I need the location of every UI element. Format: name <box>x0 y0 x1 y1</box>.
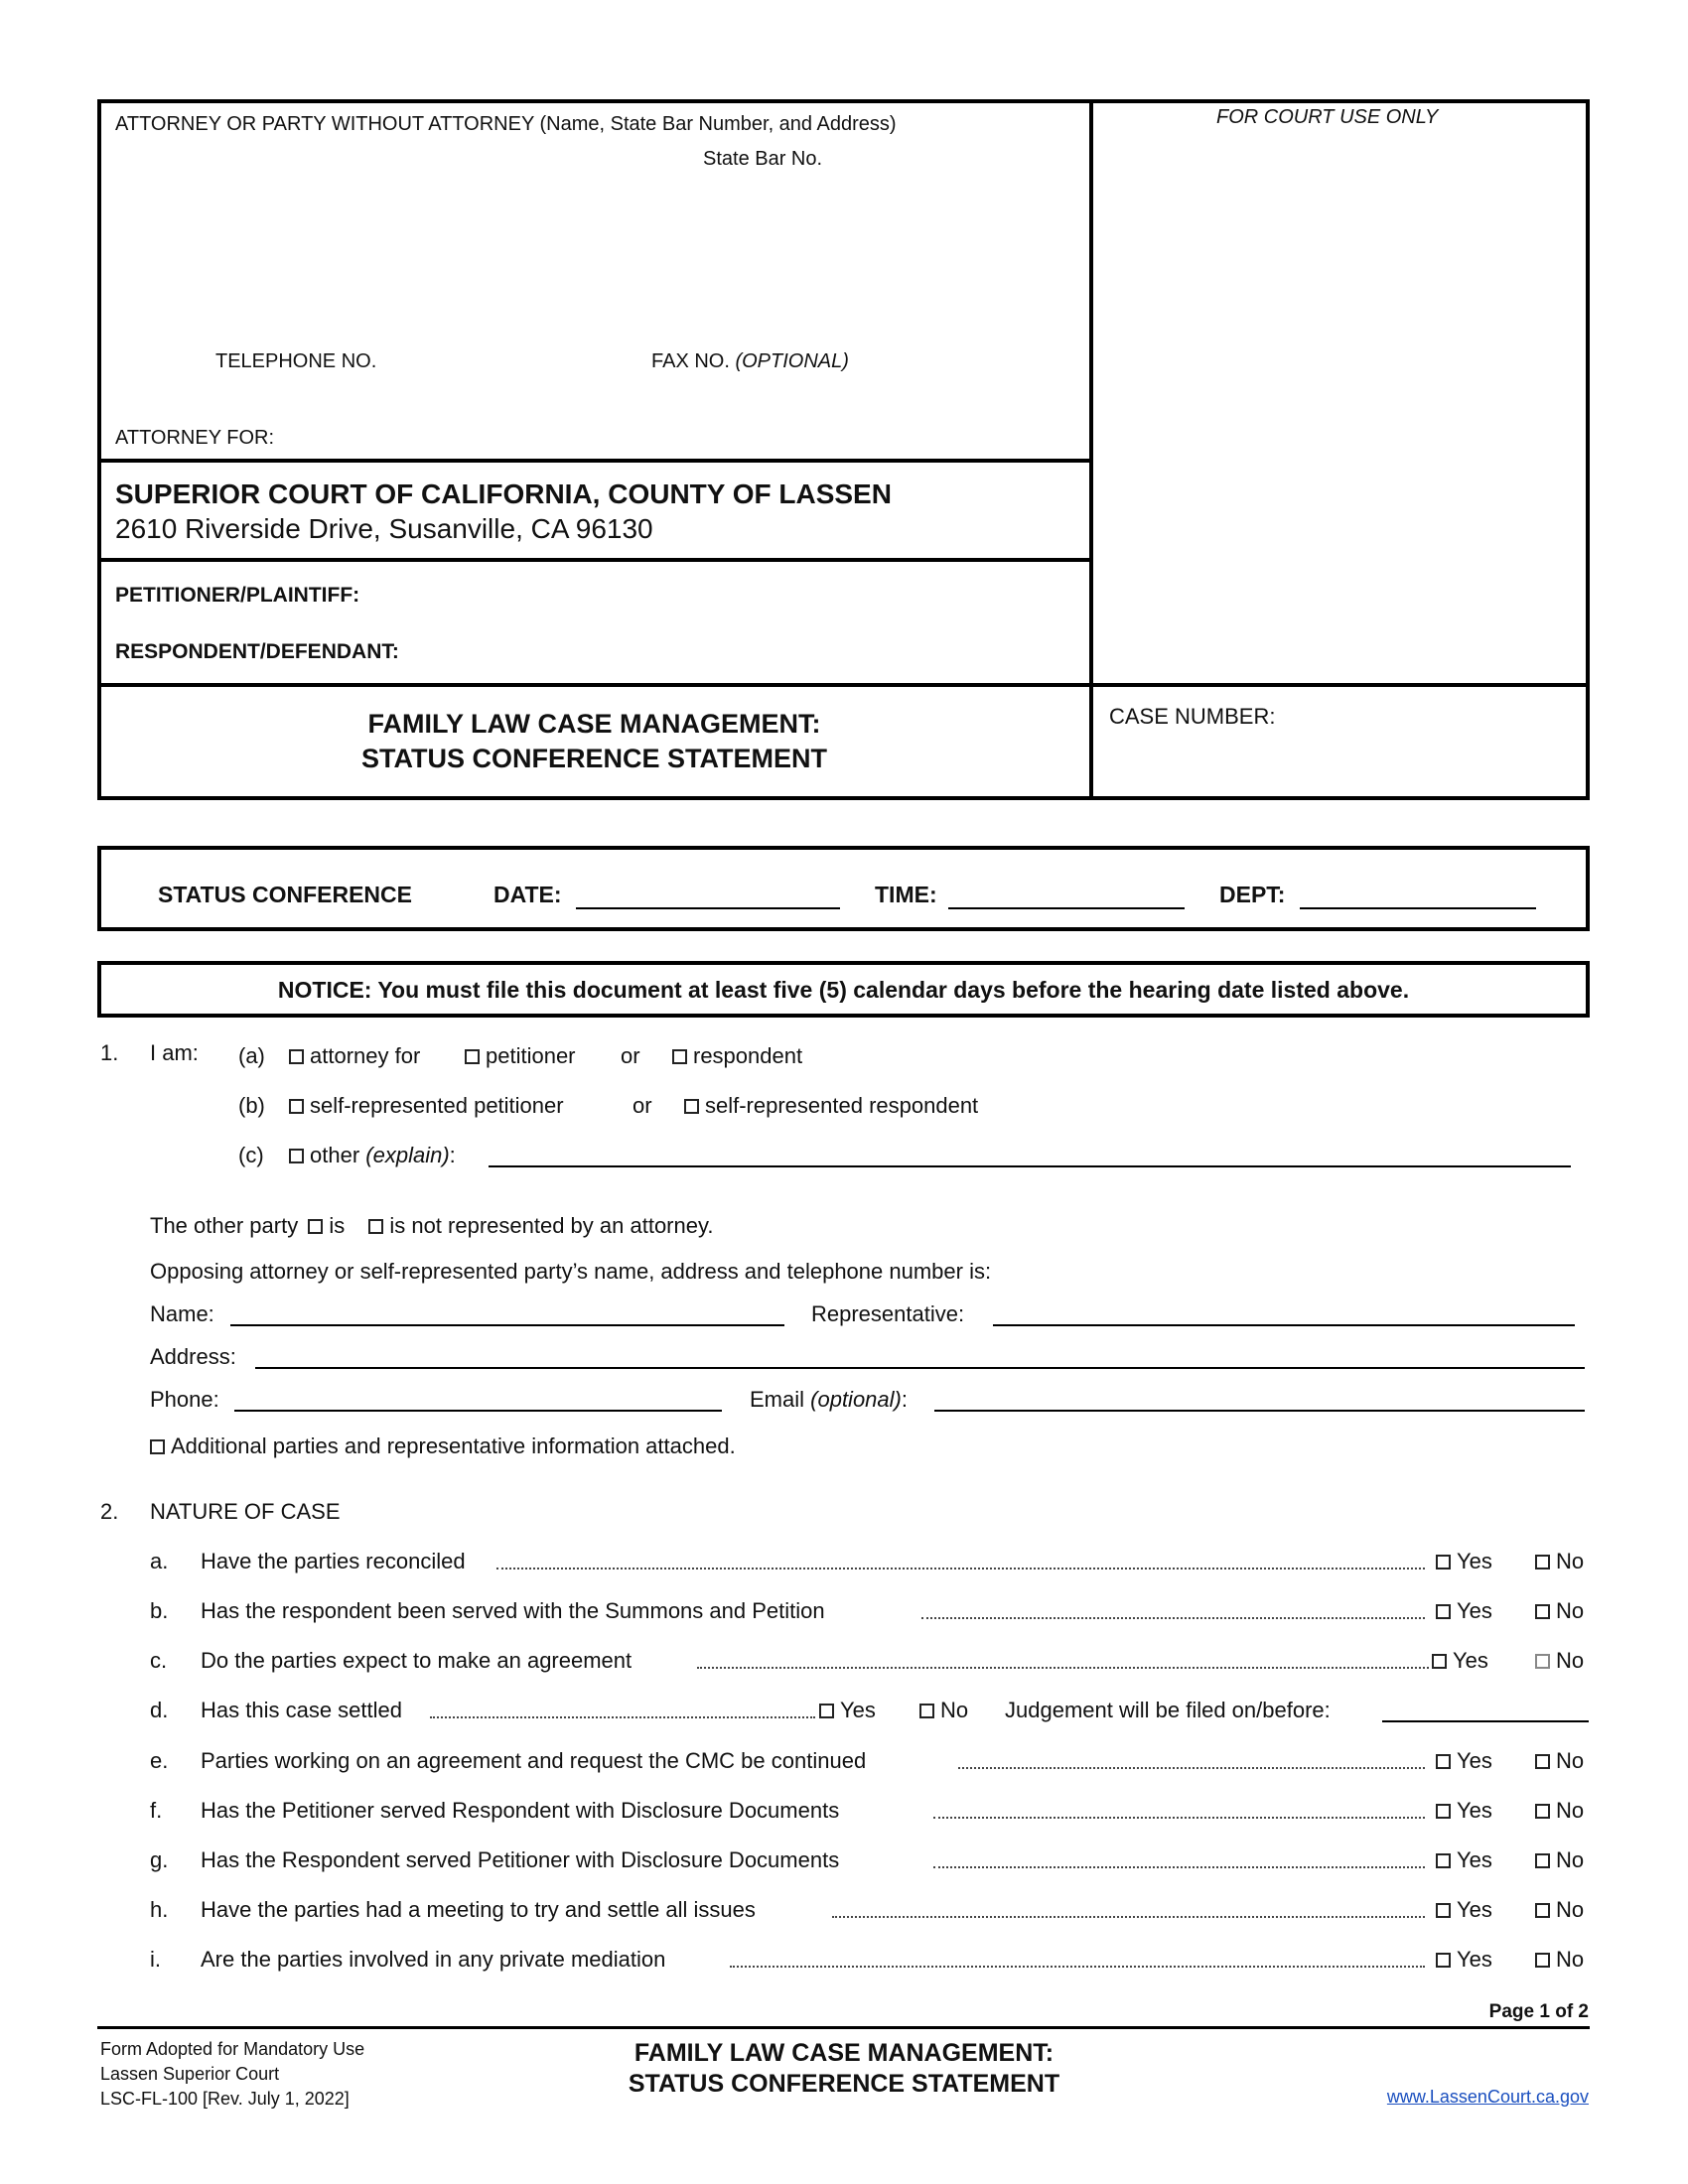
additional-parties-label: Additional parties and representative information attached. <box>171 1433 736 1458</box>
telephone-label: TELEPHONE NO. <box>215 350 377 372</box>
question-a-no[interactable] <box>1535 1551 1584 1572</box>
question-b-yes[interactable] <box>1436 1600 1492 1622</box>
question-c-no[interactable] <box>1535 1650 1584 1672</box>
caption-divider-parties <box>97 558 1091 562</box>
question-i-no[interactable] <box>1535 1949 1584 1971</box>
checkbox[interactable] <box>672 1049 687 1064</box>
checkbox[interactable] <box>308 1219 323 1234</box>
fax-optional-text: (OPTIONAL) <box>735 350 849 372</box>
question-i-letter: i. <box>150 1947 161 1972</box>
footer-website <box>1291 2088 1589 2106</box>
judgement-date-input[interactable] <box>1382 1699 1589 1722</box>
question-d-letter: d. <box>150 1698 169 1722</box>
yes-label: Yes <box>1457 1748 1492 1773</box>
checkbox[interactable] <box>1436 1604 1451 1619</box>
respondent-option-label: respondent <box>693 1043 803 1068</box>
checkbox[interactable] <box>1535 1654 1550 1669</box>
question-a-yes[interactable] <box>1436 1551 1492 1572</box>
option-c-letter: (c) <box>238 1143 264 1167</box>
dot-leader <box>921 1617 1425 1619</box>
no-label: No <box>1556 1549 1585 1573</box>
checkbox[interactable] <box>819 1704 834 1718</box>
checkbox[interactable] <box>1535 1903 1550 1918</box>
yes-label: Yes <box>1457 1847 1492 1872</box>
caption-box <box>97 99 1590 800</box>
question-b-letter: b. <box>150 1598 169 1623</box>
dot-leader <box>697 1667 1429 1669</box>
state-bar-label: State Bar No. <box>703 148 823 170</box>
caption-divider-court <box>97 459 1091 463</box>
email-input[interactable] <box>934 1388 1585 1412</box>
question-f-text: Has the Petitioner served Respondent with Disclosure Documents <box>201 1800 845 1822</box>
checkbox[interactable] <box>1436 1853 1451 1868</box>
checkbox[interactable] <box>1436 1953 1451 1968</box>
respondent-label: RESPONDENT/DEFENDANT: <box>115 640 399 663</box>
dot-leader <box>430 1716 815 1718</box>
no-label: No <box>1556 1947 1585 1972</box>
checkbox[interactable] <box>1535 1555 1550 1570</box>
checkbox[interactable] <box>289 1049 304 1064</box>
footer-adopted-2: Lassen Superior Court <box>100 2064 280 2084</box>
question-i-text: Are the parties involved in any private mediation <box>201 1947 666 1972</box>
email-label: Email <box>750 1387 805 1412</box>
checkbox[interactable] <box>150 1439 165 1454</box>
email-colon: : <box>901 1387 908 1412</box>
question-d-yes[interactable] <box>819 1700 876 1721</box>
yes-label: Yes <box>1457 1549 1492 1573</box>
address-label: Address: <box>150 1344 236 1369</box>
question-c-text: Do the parties expect to make an agreement <box>201 1650 635 1672</box>
page-number: Page 1 of 2 <box>1488 2001 1589 2022</box>
footer-form-id: LSC-FL-100 [Rev. July 1, 2022] <box>100 2089 350 2109</box>
self-rep-petitioner-option[interactable] <box>289 1095 564 1117</box>
question-e-letter: e. <box>150 1748 169 1773</box>
checkbox[interactable] <box>1535 1953 1550 1968</box>
status-conference-label: STATUS CONFERENCE <box>158 882 412 907</box>
explain-label: (explain) <box>365 1143 450 1167</box>
other-option-label: other <box>310 1143 360 1167</box>
fax-label <box>651 351 849 371</box>
attorney-for-label: ATTORNEY FOR: <box>115 427 275 449</box>
self-rep-petitioner-label: self-represented petitioner <box>310 1093 564 1118</box>
self-rep-respondent-option[interactable] <box>684 1095 978 1117</box>
question-e-yes[interactable] <box>1436 1750 1492 1772</box>
website-link[interactable]: www.LassenCourt.ca.gov <box>1386 2087 1589 2107</box>
no-label: No <box>940 1698 969 1722</box>
attorney-for-option-label: attorney for <box>310 1043 421 1068</box>
question-a-text: Have the parties reconciled <box>201 1549 466 1573</box>
representative-input[interactable] <box>993 1302 1575 1326</box>
question-f-no[interactable] <box>1535 1800 1584 1822</box>
attorney-for-option[interactable] <box>289 1045 420 1067</box>
opposing-label: Opposing attorney or self-represented party’s name, address and telephone number is: <box>150 1259 992 1284</box>
footer-title-2: STATUS CONFERENCE STATEMENT <box>628 2070 1060 2098</box>
conference-date-label: DATE: <box>493 882 562 907</box>
checkbox[interactable] <box>1436 1555 1451 1570</box>
or-text: or <box>633 1093 652 1118</box>
no-label: No <box>1556 1598 1585 1623</box>
checkbox[interactable] <box>919 1704 934 1718</box>
dot-leader <box>933 1866 1425 1868</box>
is-not-label: is not represented by an attorney. <box>389 1213 714 1238</box>
court-address: 2610 Riverside Drive, Susanville, CA 96130 <box>115 513 653 544</box>
caption-divider-title <box>97 683 1590 687</box>
checkbox[interactable] <box>1535 1853 1550 1868</box>
question-f-letter: f. <box>150 1798 163 1823</box>
question-g-text: Has the Respondent served Petitioner with Disclosure Documents <box>201 1849 845 1871</box>
option-a-letter: (a) <box>238 1043 265 1068</box>
question-h-yes[interactable] <box>1436 1899 1492 1921</box>
yes-label: Yes <box>1457 1897 1492 1922</box>
petitioner-option-label: petitioner <box>486 1043 576 1068</box>
option-b-letter: (b) <box>238 1093 265 1118</box>
conference-time-label: TIME: <box>875 882 937 907</box>
no-label: No <box>1556 1798 1585 1823</box>
respondent-option[interactable] <box>672 1045 802 1067</box>
checkbox[interactable] <box>289 1149 304 1163</box>
name-label: Name: <box>150 1301 214 1326</box>
i-am-label: I am: <box>150 1040 199 1065</box>
self-rep-respondent-label: self-represented respondent <box>705 1093 979 1118</box>
section2-number: 2. <box>100 1499 119 1524</box>
notice-text: NOTICE: You must file this document at least five (5) calendar days before the hearing date listed above. <box>277 977 1410 1003</box>
yes-label: Yes <box>1457 1947 1492 1972</box>
court-name: SUPERIOR COURT OF CALIFORNIA, COUNTY OF LASSEN <box>115 478 892 509</box>
question-b-text: Has the respondent been served with the Summons and Petition <box>201 1600 833 1622</box>
conference-dept-label: DEPT: <box>1219 882 1286 907</box>
phone-input[interactable] <box>234 1388 722 1412</box>
question-h-no[interactable] <box>1535 1899 1584 1921</box>
or-text: or <box>621 1043 640 1068</box>
question-h-letter: h. <box>150 1897 169 1922</box>
dot-leader <box>496 1568 1425 1570</box>
form-title-line1: FAMILY LAW CASE MANAGEMENT: <box>367 709 821 739</box>
question-b-no[interactable] <box>1535 1600 1584 1622</box>
question-e-text: Parties working on an agreement and request the CMC be continued <box>201 1748 867 1773</box>
explain-colon: : <box>449 1143 456 1167</box>
question-e-no[interactable] <box>1535 1750 1584 1772</box>
address-input[interactable] <box>255 1345 1585 1369</box>
is-label: is <box>329 1213 346 1238</box>
yes-label: Yes <box>1457 1598 1492 1623</box>
no-label: No <box>1556 1748 1585 1773</box>
phone-label: Phone: <box>150 1387 219 1412</box>
section2-title: NATURE OF CASE <box>150 1499 341 1524</box>
checkbox[interactable] <box>465 1049 480 1064</box>
question-f-yes[interactable] <box>1436 1800 1492 1822</box>
question-d-text: Has this case settled <box>201 1698 402 1722</box>
checkbox[interactable] <box>1535 1604 1550 1619</box>
conference-time-input[interactable] <box>948 886 1185 909</box>
checkbox[interactable] <box>289 1099 304 1114</box>
question-g-no[interactable] <box>1535 1849 1584 1871</box>
question-g-yes[interactable] <box>1436 1849 1492 1871</box>
attorney-label: ATTORNEY OR PARTY WITHOUT ATTORNEY (Name, State Bar Number, and Address) <box>115 113 897 135</box>
case-number-label: CASE NUMBER: <box>1109 704 1276 729</box>
question-c-letter: c. <box>150 1648 168 1673</box>
court-use-label: FOR COURT USE ONLY <box>1216 106 1439 128</box>
additional-parties-option[interactable] <box>150 1435 736 1457</box>
section1-number: 1. <box>100 1040 119 1065</box>
dot-leader <box>832 1916 1425 1918</box>
no-label: No <box>1556 1648 1585 1673</box>
yes-label: Yes <box>1453 1648 1488 1673</box>
other-party-row <box>150 1215 713 1237</box>
yes-label: Yes <box>840 1698 876 1722</box>
checkbox[interactable] <box>1432 1654 1447 1669</box>
conference-dept-input[interactable] <box>1300 886 1536 909</box>
dot-leader <box>933 1817 1425 1819</box>
judgement-label: Judgement will be filed on/before: <box>1005 1698 1331 1722</box>
fax-label-text: FAX NO. <box>651 350 730 372</box>
other-option[interactable] <box>289 1145 456 1166</box>
checkbox[interactable] <box>1436 1903 1451 1918</box>
question-h-text: Have the parties had a meeting to try and settle all issues <box>201 1897 756 1922</box>
no-label: No <box>1556 1847 1585 1872</box>
question-d-no[interactable] <box>919 1700 968 1721</box>
question-a-letter: a. <box>150 1549 169 1573</box>
name-input[interactable] <box>230 1302 784 1326</box>
footer-adopted-1: Form Adopted for Mandatory Use <box>100 2039 365 2059</box>
checkbox[interactable] <box>1535 1754 1550 1769</box>
petitioner-option[interactable] <box>465 1045 576 1067</box>
checkbox[interactable] <box>1436 1804 1451 1819</box>
footer-title-1: FAMILY LAW CASE MANAGEMENT: <box>633 2039 1055 2067</box>
email-label-row <box>750 1389 908 1411</box>
caption-divider-vertical <box>1089 99 1093 800</box>
other-party-prefix: The other party <box>150 1213 299 1238</box>
other-explain-input[interactable] <box>489 1144 1571 1167</box>
checkbox[interactable] <box>1535 1804 1550 1819</box>
conference-date-input[interactable] <box>576 886 840 909</box>
question-c-yes[interactable] <box>1432 1650 1488 1672</box>
question-i-yes[interactable] <box>1436 1949 1492 1971</box>
checkbox[interactable] <box>684 1099 699 1114</box>
representative-label: Representative: <box>811 1301 965 1326</box>
dot-leader <box>730 1966 1425 1968</box>
checkbox[interactable] <box>1436 1754 1451 1769</box>
no-label: No <box>1556 1897 1585 1922</box>
form-title-line2: STATUS CONFERENCE STATEMENT <box>361 744 827 773</box>
question-g-letter: g. <box>150 1847 169 1872</box>
email-optional: (optional) <box>810 1387 902 1412</box>
checkbox[interactable] <box>368 1219 383 1234</box>
footer-rule <box>97 2026 1590 2029</box>
petitioner-label: PETITIONER/PLAINTIFF: <box>115 584 360 607</box>
yes-label: Yes <box>1457 1798 1492 1823</box>
dot-leader <box>958 1767 1425 1769</box>
